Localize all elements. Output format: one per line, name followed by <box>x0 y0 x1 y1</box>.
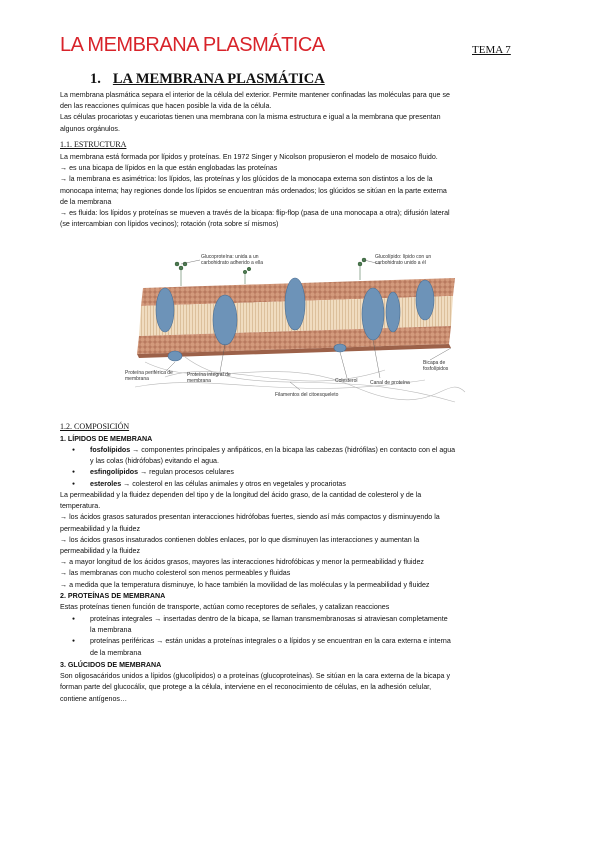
text-line: (se intercambian con lípidos vecinos); rotación (rota sobre sí mismos) <box>60 220 279 229</box>
text-line: den las reacciones químicas que hacen posible la vida de la célula. <box>60 102 272 111</box>
text-line: contiene antígenos… <box>60 694 128 703</box>
label-protein-channel: Canal de proteína <box>370 380 410 386</box>
structure-text <box>60 152 540 230</box>
glucids-section <box>60 660 540 705</box>
proteins-heading: 2. PROTEÍNAS DE MEMBRANA <box>60 591 166 600</box>
permeability-text <box>60 490 540 613</box>
lipids-heading <box>60 434 540 445</box>
text-line: forman parte del glucocálix, que protege a la célula, interviene en el reconocimiento de células, en la adhesión celular, <box>60 683 432 692</box>
subsection-heading-structure: 1.1. ESTRUCTURA <box>60 140 127 149</box>
text-line: → la membrana es asimétrica: los lípidos, las proteínas y los glúcidos de la monocapa externa son distintos a los de la <box>60 175 433 184</box>
section-number: 1. <box>90 71 101 87</box>
subsection-heading-composition: 1.2. COMPOSICIÓN <box>60 422 130 431</box>
text-line: → los ácidos grasos saturados presentan interacciones hidrófobas fuertes, siendo así más compactos y disminuyendo la <box>60 513 440 522</box>
label-peripheral-protein: Proteína periférica de membrana <box>125 370 173 382</box>
text-line: algunos orgánulos. <box>60 124 120 133</box>
text-line: de la membrana <box>60 197 112 206</box>
text-line: Estas proteínas tienen función de transporte, actúan como receptores de señales, y catalizan reacciones <box>60 603 390 612</box>
text-line: La membrana plasmática separa el interior de la célula del exterior. Permite mantener confinadas las moléculas para que se <box>60 91 450 99</box>
text-line: temperatura. <box>60 502 101 511</box>
lipids-list <box>60 445 540 490</box>
proteins-list <box>60 614 540 659</box>
membrane-illustration <box>125 252 470 404</box>
section-heading <box>90 71 325 88</box>
topic-number: TEMA 7 <box>472 44 511 56</box>
membrane-diagram <box>125 252 470 404</box>
text-line: → las membranas con mucho colesterol son menos permeables y fluidas <box>60 569 291 578</box>
label-cholesterol: Colesterol <box>335 378 358 384</box>
list-item: ● proteínas integrales → insertadas dentro de la bicapa, se llaman transmembranosas si atraviesan completamente la membrana <box>60 614 540 636</box>
section-heading-text: LA MEMBRANA PLASMÁTICA <box>112 71 325 87</box>
text-line: → es fluida: los lípidos y proteínas se mueven a través de la bicapa: flip-flop (pasa de una monocapa a otra); difusión lateral <box>60 209 450 218</box>
label-cytoskeleton: Filamentos del citoesqueleto <box>275 392 339 398</box>
text-line: → a medida que la temperatura disminuye, lo hace también la movilidad de las moléculas y la permeabilidad y fluidez <box>60 580 430 589</box>
text-line: Las células procariotas y eucariotas tienen una membrana con la misma estructura e igual a la membrana que presentan <box>60 113 441 122</box>
label-phospholipid-bilayer: Bicapa de fosfolípidos <box>423 360 449 372</box>
glucids-heading: 3. GLÚCIDOS DE MEMBRANA <box>60 661 162 669</box>
text-line: monocapa interna; hay regiones donde los lípidos se encuentran más ordenados; los glúcidos se sitúan en la parte externa <box>60 186 447 195</box>
list-item: ● esfingolípidos → regulan procesos celulares <box>60 467 540 478</box>
text-line: La membrana está formada por lípidos y proteínas. En 1972 Singer y Nicolson propusieron el modelo de mosaico fluido. <box>60 153 438 161</box>
intro-paragraph <box>60 90 540 135</box>
label-integral-protein: Proteína integral de membrana <box>187 372 231 384</box>
text-line: 1. LÍPIDOS DE MEMBRANA <box>60 435 153 443</box>
text-line: permeabilidad y la fluidez <box>60 524 141 533</box>
list-item: ● esteroles → colesterol en las células animales y otros en vegetales y procariotas <box>60 479 540 490</box>
document-title: LA MEMBRANA PLASMÁTICA <box>60 34 325 56</box>
label-glycolipid: Glucolípido: lípido con un carbohidrato unido a él <box>375 254 432 266</box>
label-glycoprotein: Glucoproteína: unida a un carbohidrato adherido a ella <box>201 254 263 266</box>
text-line: → es una bicapa de lípidos en la que están englobadas las proteínas <box>60 164 278 173</box>
text-line: Son oligosacáridos unidos a lípidos (glucolípidos) o a proteínas (glucoproteínas). Se sitúan en la cara externa de la bicapa y <box>60 672 450 681</box>
list-item: ● proteínas periféricas → están unidas a proteínas integrales o a lípidos y se encuentran en la cara externa e interna de la membrana <box>60 636 540 658</box>
text-line: permeabilidad y la fluidez <box>60 547 141 556</box>
list-item: ● fosfolípidos → componentes principales y anfipáticos, en la bicapa las cabezas (hidrófilas) en contacto con el agua y las colas (hidrófobas) evitando el agua. <box>60 445 540 467</box>
text-line: → a mayor longitud de los ácidos grasos, mayores las interacciones hidrofóbicas y menor la permeabilidad y fluidez <box>60 558 424 567</box>
text-line: → los ácidos grasos insaturados contienen dobles enlaces, por lo que disminuyen las interacciones y aumentan la <box>60 535 420 544</box>
text-line: La permeabilidad y la fluidez dependen del tipo y de la longitud del ácido graso, de la cantidad de colesterol y de la <box>60 491 422 499</box>
